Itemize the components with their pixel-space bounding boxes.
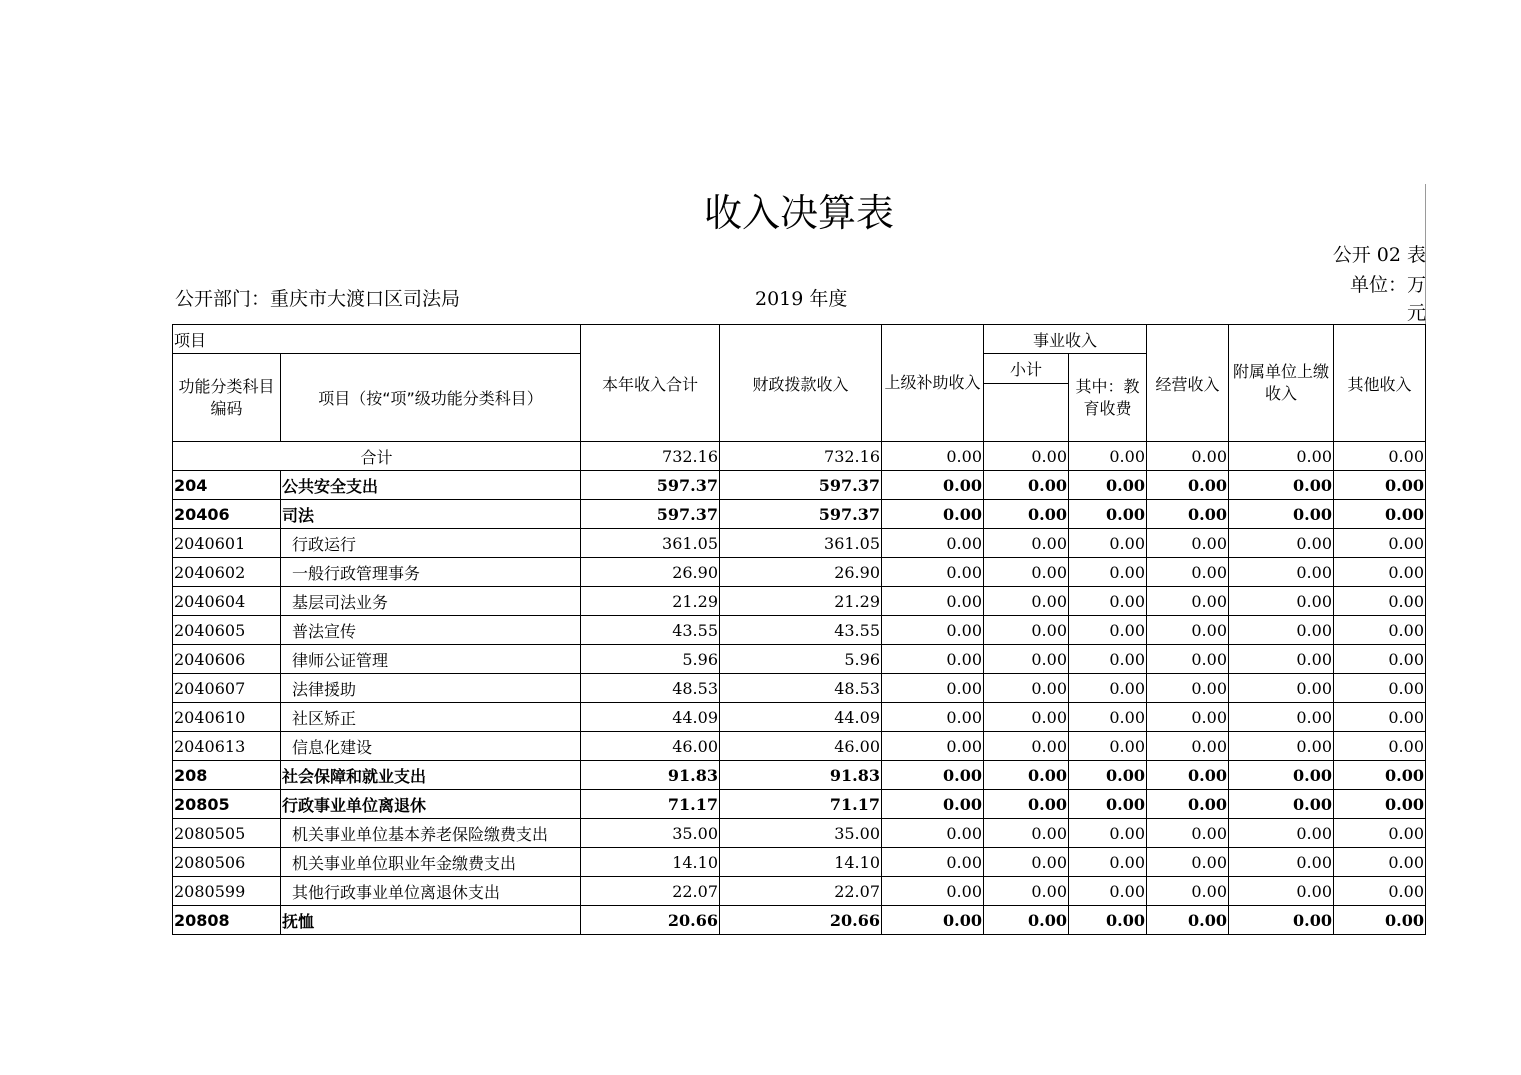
row-code: 2080599	[173, 877, 281, 906]
table-cell: 597.37	[581, 500, 720, 529]
table-cell: 0.00	[1334, 529, 1426, 558]
row-code: 2040607	[173, 674, 281, 703]
table-cell: 22.07	[581, 877, 720, 906]
table-cell: 43.55	[720, 616, 882, 645]
table-cell: 0.00	[1069, 819, 1147, 848]
table-cell: 0.00	[882, 674, 984, 703]
table-cell: 0.00	[1147, 732, 1229, 761]
table-cell: 0.00	[1334, 616, 1426, 645]
table-cell: 0.00	[1229, 848, 1334, 877]
table-cell: 0.00	[882, 616, 984, 645]
table-cell: 0.00	[1334, 819, 1426, 848]
table-cell: 0.00	[1229, 761, 1334, 790]
table-cell: 0.00	[1334, 674, 1426, 703]
table-cell: 14.10	[581, 848, 720, 877]
table-cell: 35.00	[720, 819, 882, 848]
table-cell: 0.00	[1229, 906, 1334, 935]
header-education: 其中：教育收费	[1069, 354, 1147, 442]
table-cell: 0.00	[984, 906, 1069, 935]
header-item: 项目	[173, 325, 581, 354]
department-label: 公开部门：重庆市大渡口区司法局	[175, 288, 461, 310]
table-cell: 43.55	[581, 616, 720, 645]
table-cell: 0.00	[1229, 703, 1334, 732]
table-cell: 361.05	[581, 529, 720, 558]
table-cell: 597.37	[720, 471, 882, 500]
table-cell: 20.66	[581, 906, 720, 935]
table-cell: 0.00	[984, 442, 1069, 471]
table-cell: 0.00	[1147, 906, 1229, 935]
table-row	[173, 877, 1426, 906]
table-cell: 0.00	[984, 587, 1069, 616]
table-cell: 0.00	[882, 442, 984, 471]
table-cell: 0.00	[882, 529, 984, 558]
header-superior: 上级补助收入	[882, 325, 984, 442]
table-cell: 22.07	[720, 877, 882, 906]
table-cell: 0.00	[984, 848, 1069, 877]
table-cell: 0.00	[1069, 471, 1147, 500]
table-cell: 0.00	[1334, 906, 1426, 935]
table-row	[173, 616, 1426, 645]
table-cell: 44.09	[581, 703, 720, 732]
row-name: 行政运行	[281, 529, 581, 558]
table-row	[173, 587, 1426, 616]
table-cell: 0.00	[1069, 906, 1147, 935]
table-cell: 44.09	[720, 703, 882, 732]
table-cell: 71.17	[720, 790, 882, 819]
row-code: 2040606	[173, 645, 281, 674]
table-cell: 0.00	[1069, 761, 1147, 790]
table-cell: 0.00	[1069, 674, 1147, 703]
header-affiliated: 附属单位上缴收入	[1229, 325, 1334, 442]
header-business: 事业收入	[984, 325, 1147, 354]
table-cell: 0.00	[1069, 703, 1147, 732]
table-cell: 0.00	[984, 674, 1069, 703]
row-name: 信息化建设	[281, 732, 581, 761]
table-row	[173, 471, 1426, 500]
table-cell: 0.00	[882, 877, 984, 906]
table-cell: 0.00	[882, 790, 984, 819]
table-cell: 0.00	[882, 703, 984, 732]
table-cell: 0.00	[1229, 471, 1334, 500]
row-name: 律师公证管理	[281, 645, 581, 674]
table-row	[173, 848, 1426, 877]
table-cell: 0.00	[984, 790, 1069, 819]
table-cell: 0.00	[984, 732, 1069, 761]
row-name: 公共安全支出	[281, 471, 581, 500]
table-cell: 0.00	[1334, 558, 1426, 587]
row-name: 社会保障和就业支出	[281, 761, 581, 790]
table-cell: 21.29	[581, 587, 720, 616]
table-cell: 0.00	[1069, 442, 1147, 471]
table-cell: 0.00	[882, 558, 984, 587]
table-cell: 0.00	[1147, 674, 1229, 703]
table-cell: 0.00	[1147, 848, 1229, 877]
table-cell: 0.00	[1334, 500, 1426, 529]
table-cell: 0.00	[984, 877, 1069, 906]
table-cell: 0.00	[1334, 645, 1426, 674]
table-cell: 0.00	[1069, 558, 1147, 587]
table-cell: 361.05	[720, 529, 882, 558]
row-code: 2040605	[173, 616, 281, 645]
table-cell: 732.16	[581, 442, 720, 471]
fiscal-year: 2019 年度	[755, 288, 848, 310]
table-cell: 0.00	[1147, 819, 1229, 848]
table-cell: 0.00	[1147, 500, 1229, 529]
table-cell: 0.00	[1069, 790, 1147, 819]
table-cell: 0.00	[984, 645, 1069, 674]
table-cell: 0.00	[1069, 877, 1147, 906]
row-name: 机关事业单位职业年金缴费支出	[281, 848, 581, 877]
table-body	[173, 471, 1426, 935]
table-cell: 0.00	[1229, 819, 1334, 848]
table-cell: 0.00	[1147, 877, 1229, 906]
table-cell: 0.00	[984, 500, 1069, 529]
table-cell: 0.00	[1229, 877, 1334, 906]
table-row	[173, 558, 1426, 587]
table-cell: 597.37	[581, 471, 720, 500]
table-cell: 48.53	[720, 674, 882, 703]
form-number: 公开 02 表	[1332, 244, 1426, 266]
table-row	[173, 790, 1426, 819]
table-cell: 0.00	[1069, 616, 1147, 645]
header-operating: 经营收入	[1147, 325, 1229, 442]
page-title: 收入决算表	[703, 191, 894, 235]
row-name: 其他行政事业单位离退休支出	[281, 877, 581, 906]
table-cell: 0.00	[1147, 703, 1229, 732]
table-cell: 0.00	[882, 906, 984, 935]
row-code: 2040604	[173, 587, 281, 616]
row-code: 204	[173, 471, 281, 500]
table-cell: 0.00	[882, 471, 984, 500]
row-code: 2080505	[173, 819, 281, 848]
table-cell: 26.90	[581, 558, 720, 587]
table-cell: 0.00	[1229, 558, 1334, 587]
table-cell: 0.00	[1334, 732, 1426, 761]
row-name: 基层司法业务	[281, 587, 581, 616]
table-cell: 0.00	[984, 819, 1069, 848]
table-cell: 91.83	[581, 761, 720, 790]
table-cell: 0.00	[1334, 848, 1426, 877]
table-cell: 0.00	[1069, 848, 1147, 877]
table-cell: 0.00	[1147, 790, 1229, 819]
row-name: 抚恤	[281, 906, 581, 935]
table-cell: 46.00	[720, 732, 882, 761]
table-cell: 0.00	[1147, 761, 1229, 790]
table-cell: 71.17	[581, 790, 720, 819]
table-cell: 0.00	[882, 819, 984, 848]
table-cell: 0.00	[882, 732, 984, 761]
table-cell: 0.00	[1147, 529, 1229, 558]
table-cell: 0.00	[984, 529, 1069, 558]
table-cell: 0.00	[1147, 471, 1229, 500]
table-row	[173, 674, 1426, 703]
total-label: 合计	[173, 442, 581, 471]
table-cell: 597.37	[720, 500, 882, 529]
table-row	[173, 732, 1426, 761]
table-cell: 0.00	[1229, 587, 1334, 616]
table-row	[173, 761, 1426, 790]
table-cell: 0.00	[1334, 761, 1426, 790]
table-cell: 0.00	[882, 761, 984, 790]
row-code: 2040601	[173, 529, 281, 558]
table-cell: 26.90	[720, 558, 882, 587]
row-code: 20406	[173, 500, 281, 529]
table-cell: 0.00	[1069, 587, 1147, 616]
table-cell: 0.00	[1147, 442, 1229, 471]
table-cell: 46.00	[581, 732, 720, 761]
table-cell: 0.00	[882, 645, 984, 674]
table-cell: 0.00	[1229, 790, 1334, 819]
row-name: 司法	[281, 500, 581, 529]
unit-label-cont: 元	[1406, 302, 1426, 324]
row-code: 2080506	[173, 848, 281, 877]
header-fiscal: 财政拨款收入	[720, 325, 882, 442]
table-cell: 20.66	[720, 906, 882, 935]
row-name: 社区矫正	[281, 703, 581, 732]
table-cell: 732.16	[720, 442, 882, 471]
table-cell: 0.00	[1229, 529, 1334, 558]
row-code: 2040610	[173, 703, 281, 732]
table-cell: 0.00	[1069, 645, 1147, 674]
table-cell: 0.00	[1334, 877, 1426, 906]
table-cell: 5.96	[581, 645, 720, 674]
table-cell: 0.00	[1069, 732, 1147, 761]
table-row	[173, 645, 1426, 674]
table-cell: 0.00	[984, 761, 1069, 790]
header-subtotal: 小计	[984, 354, 1069, 384]
row-code: 2040602	[173, 558, 281, 587]
row-code: 20808	[173, 906, 281, 935]
row-code: 20805	[173, 790, 281, 819]
header-code: 功能分类科目编码	[173, 354, 281, 442]
table-cell: 0.00	[882, 848, 984, 877]
header-other: 其他收入	[1334, 325, 1426, 442]
table-cell: 0.00	[1229, 732, 1334, 761]
table-cell: 0.00	[1334, 442, 1426, 471]
row-name: 法律援助	[281, 674, 581, 703]
table-cell: 0.00	[1147, 645, 1229, 674]
table-cell: 48.53	[581, 674, 720, 703]
table-row	[173, 906, 1426, 935]
table-cell: 14.10	[720, 848, 882, 877]
table-cell: 0.00	[1069, 529, 1147, 558]
table-cell: 0.00	[1147, 558, 1229, 587]
income-table	[172, 324, 1426, 935]
table-cell: 21.29	[720, 587, 882, 616]
table-row	[173, 819, 1426, 848]
table-cell: 0.00	[984, 616, 1069, 645]
table-cell: 0.00	[1334, 703, 1426, 732]
row-name: 一般行政管理事务	[281, 558, 581, 587]
row-name: 机关事业单位基本养老保险缴费支出	[281, 819, 581, 848]
table-cell: 0.00	[1229, 442, 1334, 471]
table-cell: 0.00	[1334, 790, 1426, 819]
table-cell: 0.00	[1147, 616, 1229, 645]
row-code: 2040613	[173, 732, 281, 761]
table-cell: 0.00	[1069, 500, 1147, 529]
table-cell: 0.00	[1147, 587, 1229, 616]
table-cell: 0.00	[984, 558, 1069, 587]
row-code: 208	[173, 761, 281, 790]
header-total: 本年收入合计	[581, 325, 720, 442]
table-cell: 91.83	[720, 761, 882, 790]
table-row-total	[173, 442, 1426, 471]
table-cell: 0.00	[1334, 471, 1426, 500]
table-cell: 0.00	[1229, 674, 1334, 703]
table-cell: 0.00	[984, 471, 1069, 500]
table-row	[173, 500, 1426, 529]
table-row	[173, 703, 1426, 732]
table-cell: 0.00	[1229, 500, 1334, 529]
table-cell: 0.00	[1229, 645, 1334, 674]
table-cell: 0.00	[984, 703, 1069, 732]
table-cell: 5.96	[720, 645, 882, 674]
row-name: 普法宣传	[281, 616, 581, 645]
table-cell: 0.00	[882, 500, 984, 529]
table-cell: 0.00	[882, 587, 984, 616]
header-name: 项目（按“项”级功能分类科目）	[281, 354, 581, 442]
table-cell: 35.00	[581, 819, 720, 848]
row-name: 行政事业单位离退休	[281, 790, 581, 819]
table-cell: 0.00	[1229, 616, 1334, 645]
unit-label: 单位：万	[1349, 274, 1426, 296]
table-row	[173, 529, 1426, 558]
table-cell: 0.00	[1334, 587, 1426, 616]
